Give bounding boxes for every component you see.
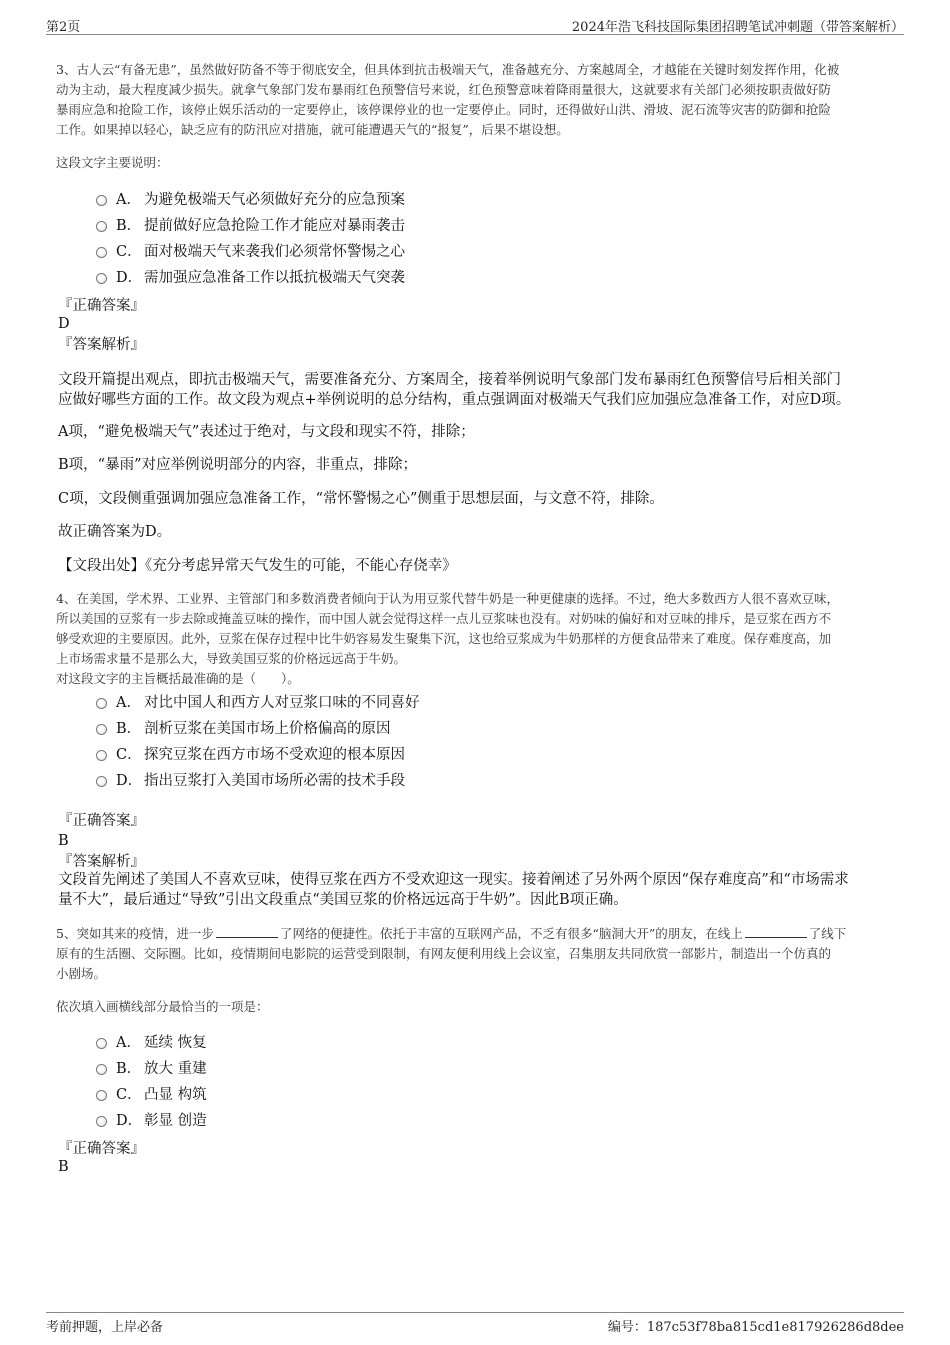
q3-answer: D xyxy=(58,316,70,332)
radio-icon[interactable] xyxy=(96,273,107,284)
q5-option-a[interactable]: A． 延续 恢复 xyxy=(96,1033,207,1053)
q5-option-c[interactable]: C． 凸显 构筑 xyxy=(96,1085,207,1105)
radio-icon[interactable] xyxy=(96,750,107,761)
q3-option-c[interactable]: C． 面对极端天气来袭我们必须常怀警惕之心 xyxy=(96,242,405,262)
q3-source: 【文段出处】《充分考虑异常天气发生的可能，不能心存侥幸》 xyxy=(58,558,457,574)
q4-stem: 4、在美国，学术界、工业界、主管部门和多数消费者倾向于认为用豆浆代替牛奶是一种更健康的选择。不过，绝大多数西方人很不喜欢豆味， 所以美国的豆浆有一步去除或掩盖豆味的操作，而中国人就会觉得这样一点儿豆浆味也没有。对奶味的偏好和对豆味的排斥，是豆浆在西方不 够受欢迎的主要原因。此外，豆浆在保存过程中比牛奶容易发生聚集下沉，这也给豆浆成为牛奶那样的方便食品带来了难度。保存难度高，加 上市场需求量不是那么大，导致美国豆浆的价格远远高于牛奶。 xyxy=(56,591,839,666)
document-id: 编号：187c53f78ba815cd1e817926286d8dee xyxy=(607,1320,904,1335)
q5-option-d[interactable]: D． 彰显 创造 xyxy=(96,1111,207,1131)
q3-option-d[interactable]: D． 需加强应急准备工作以抵抗极端天气突袭 xyxy=(96,268,405,288)
q4-option-b[interactable]: B． 剖析豆浆在美国市场上价格偏高的原因 xyxy=(96,719,391,739)
page-footer xyxy=(46,1312,904,1335)
q3-analysis: 文段开篇提出观点，即抗击极端天气，需要准备充分、方案周全，接着举例说明气象部门发布暴雨红色预警信号后相关部门 应做好哪些方面的工作。故文段为观点+举例说明的总分结构，重点强调面对极端天气我们应加强应急准备工作，对应D项。 xyxy=(58,372,851,408)
q3-note-b: B项，“暴雨”对应举例说明部分的内容，非重点，排除； xyxy=(58,457,417,473)
q3-note-a: A项，“避免极端天气”表述过于绝对，与文段和现实不符，排除； xyxy=(58,424,475,440)
q3-answer-label: 『正确答案』 xyxy=(58,298,145,314)
q5-stem: 5、突如其来的疫情，进一步 了网络的便捷性。依托于丰富的互联网产品，不乏有很多“脑洞大开”的朋友，在线上 了线下 原有的生活圈、交际圈。比如，疫情期间电影院的运营受到限制，有网友便利用线上会议室，召集朋友共同欣赏一部影片，制造出一个仿真的 小剧场。 xyxy=(56,926,847,981)
page-number: 第2页 xyxy=(46,20,81,35)
q3-option-a[interactable]: A． 为避免极端天气必须做好充分的应急预案 xyxy=(96,190,405,210)
radio-icon[interactable] xyxy=(96,698,107,709)
q3-prompt: 这段文字主要说明： xyxy=(56,155,169,170)
radio-icon[interactable] xyxy=(96,247,107,258)
radio-icon[interactable] xyxy=(96,221,107,232)
q3-stem: 3、古人云“有备无患”，虽然做好防备不等于彻底安全，但具体到抗击极端天气，准备越充分、方案越周全，才越能在关键时刻发挥作用，化被 动为主动，最大程度减少损失。就拿气象部门发布暴雨红色预警信号来说，红色预警意味着降雨量很大，这就要求有关部门必须按职责做好防 暴雨应急和抢险工作，该停止娱乐活动的一定要停止，该停课停业的也一定要停止。同时，还得做好山洪、滑坡、泥石流等灾害的防御和抢险 工作。如果掉以轻心，缺乏应有的防汛应对措施，就可能遭遇天气的“报复”，后果不堪设想。 xyxy=(56,62,840,137)
q4-analysis-label: 『答案解析』 xyxy=(58,854,145,870)
q4-option-a[interactable]: A． 对比中国人和西方人对豆浆口味的不同喜好 xyxy=(96,693,420,713)
fill-blank-2 xyxy=(745,925,807,938)
q4-prompt: 对这段文字的主旨概括最准确的是（ ）。 xyxy=(56,671,300,686)
q5-option-b[interactable]: B． 放大 重建 xyxy=(96,1059,207,1079)
fill-blank-1 xyxy=(216,925,278,938)
q3-analysis-label: 『答案解析』 xyxy=(58,337,145,353)
q5-prompt: 依次填入画横线部分最恰当的一项是： xyxy=(56,999,269,1014)
q3-option-b[interactable]: B． 提前做好应急抢险工作才能应对暴雨袭击 xyxy=(96,216,405,236)
radio-icon[interactable] xyxy=(96,1064,107,1075)
q5-answer: B xyxy=(58,1159,69,1175)
q5-answer-label: 『正确答案』 xyxy=(58,1141,145,1157)
q4-option-c[interactable]: C． 探究豆浆在西方市场不受欢迎的根本原因 xyxy=(96,745,405,765)
page-header xyxy=(46,14,904,35)
q4-option-d[interactable]: D． 指出豆浆打入美国市场所必需的技术手段 xyxy=(96,771,405,791)
footer-slogan: 考前押题，上岸必备 xyxy=(46,1320,164,1335)
radio-icon[interactable] xyxy=(96,724,107,735)
q3-conclusion: 故正确答案为D。 xyxy=(58,524,172,540)
document-title: 2024年浩飞科技国际集团招聘笔试冲刺题（带答案解析） xyxy=(571,20,904,35)
radio-icon[interactable] xyxy=(96,776,107,787)
radio-icon[interactable] xyxy=(96,1090,107,1101)
q4-answer: B xyxy=(58,833,69,849)
q4-analysis: 文段首先阐述了美国人不喜欢豆味，使得豆浆在西方不受欢迎这一现实。接着阐述了另外两个原因“保存难度高”和“市场需求 量不大”，最后通过“导致”引出文段重点“美国豆浆的价格远远高于牛奶”。因此B项正确。 xyxy=(58,872,849,908)
radio-icon[interactable] xyxy=(96,1038,107,1049)
q3-note-c: C项，文段侧重强调加强应急准备工作，“常怀警惕之心”侧重于思想层面，与文意不符，排除。 xyxy=(58,491,664,507)
q4-answer-label: 『正确答案』 xyxy=(58,813,145,829)
radio-icon[interactable] xyxy=(96,195,107,206)
radio-icon[interactable] xyxy=(96,1116,107,1127)
